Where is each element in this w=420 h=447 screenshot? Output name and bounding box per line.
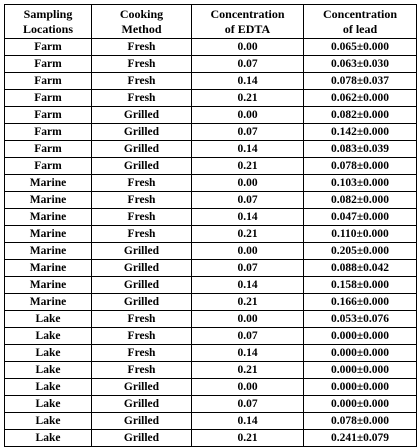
header-line: of lead [342,21,378,36]
cell-cooking-method: Grilled [92,294,192,311]
cell-edta-concentration: 0.14 [192,277,304,294]
cell-edta-concentration: 0.21 [192,430,304,447]
cell-lead-concentration: 0.103±0.000 [304,175,417,192]
cell-lead-concentration: 0.110±0.000 [304,226,417,243]
cell-cooking-method: Grilled [92,124,192,141]
cell-edta-concentration: 0.00 [192,379,304,396]
cell-lead-concentration: 0.000±0.000 [304,396,417,413]
cell-edta-concentration: 0.14 [192,73,304,90]
header-row [5,5,417,39]
cell-cooking-method: Fresh [92,39,192,56]
cell-sampling-location: Lake [5,430,92,447]
cell-edta-concentration: 0.07 [192,260,304,277]
cell-sampling-location: Farm [5,107,92,124]
cell-lead-concentration: 0.062±0.000 [304,90,417,107]
table-row [5,209,417,226]
header-line: of EDTA [224,21,271,36]
cell-lead-concentration: 0.000±0.000 [304,379,417,396]
lead-concentration-table [4,4,417,447]
header-concentration-edta [192,5,304,39]
header-line: Concentration [210,6,285,21]
cell-cooking-method: Fresh [92,192,192,209]
cell-sampling-location: Farm [5,90,92,107]
cell-lead-concentration: 0.078±0.000 [304,413,417,430]
table-row [5,141,417,158]
table-row [5,56,417,73]
cell-cooking-method: Grilled [92,413,192,430]
cell-sampling-location: Farm [5,73,92,90]
cell-cooking-method: Fresh [92,328,192,345]
table-row [5,413,417,430]
cell-edta-concentration: 0.07 [192,396,304,413]
cell-edta-concentration: 0.21 [192,90,304,107]
cell-sampling-location: Farm [5,158,92,175]
cell-sampling-location: Marine [5,226,92,243]
cell-edta-concentration: 0.21 [192,294,304,311]
cell-lead-concentration: 0.158±0.000 [304,277,417,294]
cell-sampling-location: Lake [5,328,92,345]
cell-lead-concentration: 0.241±0.079 [304,430,417,447]
header-line: Sampling [23,6,73,21]
cell-sampling-location: Farm [5,56,92,73]
table-row [5,379,417,396]
table-row [5,396,417,413]
cell-cooking-method: Grilled [92,379,192,396]
cell-cooking-method: Grilled [92,107,192,124]
header-line: Method [121,21,162,36]
cell-lead-concentration: 0.205±0.000 [304,243,417,260]
cell-edta-concentration: 0.21 [192,362,304,379]
cell-cooking-method: Fresh [92,90,192,107]
cell-edta-concentration: 0.14 [192,141,304,158]
cell-cooking-method: Fresh [92,345,192,362]
cell-cooking-method: Fresh [92,56,192,73]
cell-sampling-location: Lake [5,413,92,430]
cell-lead-concentration: 0.082±0.000 [304,192,417,209]
cell-lead-concentration: 0.078±0.000 [304,158,417,175]
header-line: Cooking [119,6,164,21]
table-row [5,158,417,175]
cell-lead-concentration: 0.063±0.030 [304,56,417,73]
cell-edta-concentration: 0.14 [192,345,304,362]
cell-lead-concentration: 0.083±0.039 [304,141,417,158]
table-row [5,277,417,294]
header-concentration-lead [304,5,417,39]
cell-sampling-location: Marine [5,209,92,226]
cell-lead-concentration: 0.088±0.042 [304,260,417,277]
cell-sampling-location: Marine [5,175,92,192]
cell-lead-concentration: 0.000±0.000 [304,345,417,362]
cell-lead-concentration: 0.065±0.000 [304,39,417,56]
cell-lead-concentration: 0.142±0.000 [304,124,417,141]
cell-sampling-location: Lake [5,311,92,328]
cell-sampling-location: Marine [5,294,92,311]
table-row [5,294,417,311]
cell-sampling-location: Lake [5,396,92,413]
cell-sampling-location: Lake [5,362,92,379]
header-line: Locations [22,21,73,36]
cell-lead-concentration: 0.082±0.000 [304,107,417,124]
table-row [5,226,417,243]
table-row [5,311,417,328]
table-row [5,73,417,90]
table-row [5,192,417,209]
cell-cooking-method: Grilled [92,141,192,158]
cell-sampling-location: Farm [5,141,92,158]
cell-edta-concentration: 0.07 [192,56,304,73]
cell-cooking-method: Fresh [92,226,192,243]
table-body [5,39,417,447]
cell-sampling-location: Farm [5,39,92,56]
cell-sampling-location: Marine [5,277,92,294]
cell-cooking-method: Grilled [92,158,192,175]
table-row [5,90,417,107]
cell-cooking-method: Fresh [92,311,192,328]
table-row [5,175,417,192]
cell-cooking-method: Grilled [92,430,192,447]
header-line: Concentration [323,6,397,21]
header-cooking-method [92,5,192,39]
cell-cooking-method: Fresh [92,73,192,90]
cell-edta-concentration: 0.14 [192,209,304,226]
table-header [5,5,417,39]
cell-edta-concentration: 0.00 [192,175,304,192]
cell-sampling-location: Lake [5,345,92,362]
table-row [5,39,417,56]
cell-sampling-location: Marine [5,260,92,277]
table-row [5,328,417,345]
table-row [5,260,417,277]
cell-lead-concentration: 0.078±0.037 [304,73,417,90]
cell-edta-concentration: 0.00 [192,311,304,328]
cell-lead-concentration: 0.053±0.076 [304,311,417,328]
cell-lead-concentration: 0.000±0.000 [304,328,417,345]
cell-edta-concentration: 0.00 [192,39,304,56]
table-row [5,124,417,141]
cell-edta-concentration: 0.07 [192,192,304,209]
cell-lead-concentration: 0.047±0.000 [304,209,417,226]
cell-edta-concentration: 0.07 [192,328,304,345]
table-container [4,4,416,443]
cell-edta-concentration: 0.00 [192,243,304,260]
cell-edta-concentration: 0.14 [192,413,304,430]
table-row [5,243,417,260]
cell-cooking-method: Fresh [92,362,192,379]
table-row [5,107,417,124]
cell-cooking-method: Fresh [92,175,192,192]
cell-cooking-method: Fresh [92,209,192,226]
cell-lead-concentration: 0.166±0.000 [304,294,417,311]
cell-sampling-location: Marine [5,243,92,260]
table-row [5,362,417,379]
cell-edta-concentration: 0.00 [192,107,304,124]
cell-cooking-method: Grilled [92,396,192,413]
cell-sampling-location: Farm [5,124,92,141]
cell-edta-concentration: 0.21 [192,226,304,243]
cell-cooking-method: Grilled [92,243,192,260]
cell-edta-concentration: 0.21 [192,158,304,175]
header-sampling-locations [5,5,92,39]
table-row [5,430,417,447]
cell-sampling-location: Lake [5,379,92,396]
cell-edta-concentration: 0.07 [192,124,304,141]
table-row [5,345,417,362]
cell-sampling-location: Marine [5,192,92,209]
cell-lead-concentration: 0.000±0.000 [304,362,417,379]
cell-cooking-method: Grilled [92,277,192,294]
cell-cooking-method: Grilled [92,260,192,277]
